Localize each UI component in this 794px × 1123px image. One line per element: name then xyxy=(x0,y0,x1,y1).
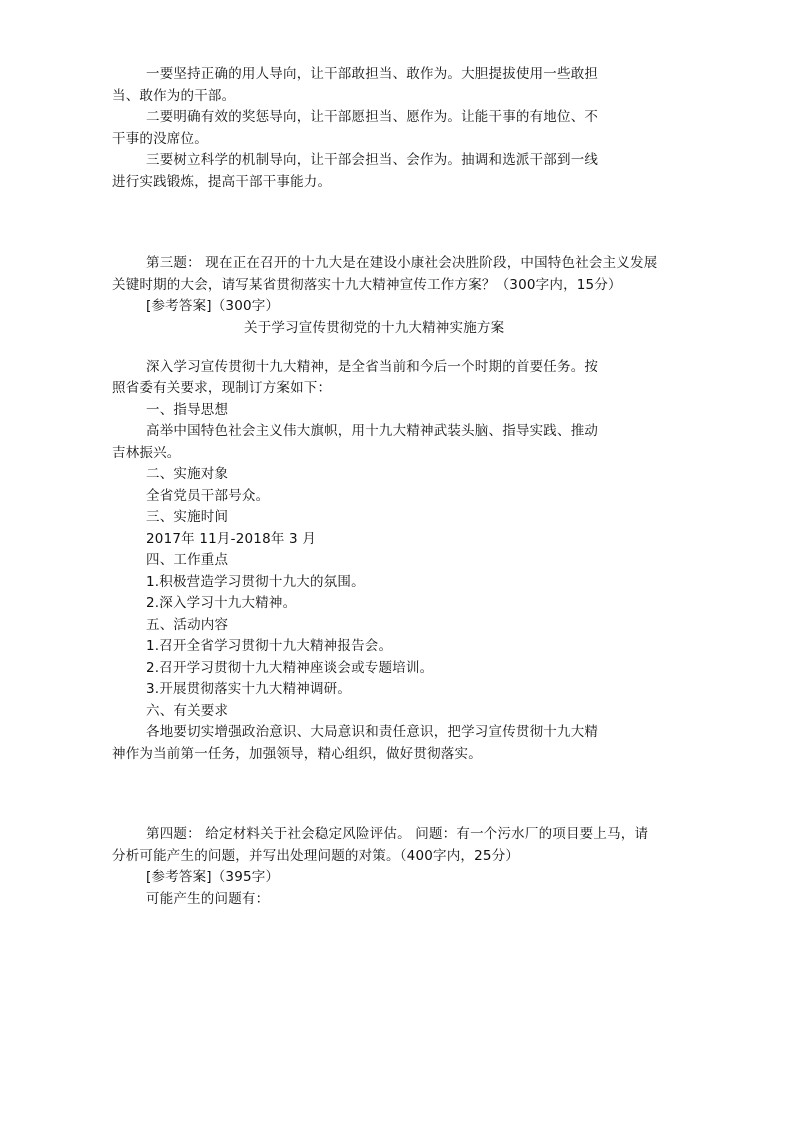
q3-body-line-18: 各地要切实增强政治意识、大局意识和责任意识，把学习宣传贯彻十九大精 xyxy=(146,724,599,740)
q3-body-line-12: 2.深入学习十九大精神。 xyxy=(146,595,297,611)
q3-prompt-line-1: 第三题： 现在正在召开的十九大是在建设小康社会决胜阶段，中国特色社会主义发展 xyxy=(146,255,658,271)
intro-line-1: 一要坚持正确的用人导向，让干部敢担当、敢作为。大胆提拔使用一些敢担 xyxy=(146,66,599,82)
q3-body-line-13: 五、活动内容 xyxy=(146,617,229,633)
q3-body-line-11: 1.积极营造学习贯彻十九大的氛围。 xyxy=(146,574,365,590)
q3-prompt-line-2: 关键时期的大会，请写某省贯彻落实十九大精神宣传工作方案？（300字内，15分） xyxy=(112,277,622,293)
q3-body-line-14: 1.召开全省学习贯彻十九大精神报告会。 xyxy=(146,638,393,654)
q3-body-line-3: 一、指导思想 xyxy=(146,402,229,418)
q3-body-line-6: 二、实施对象 xyxy=(146,466,229,482)
q4-prompt-line-1: 第四题： 给定材料关于社会稳定风险评估。 问题：有一个污水厂的项目要上马，请 xyxy=(146,826,649,842)
intro-line-5: 三要树立科学的机制导向，让干部会担当、会作为。抽调和选派干部到一线 xyxy=(146,152,599,168)
q3-body-line-10: 四、工作重点 xyxy=(146,552,229,568)
intro-line-3: 二要明确有效的奖惩导向，让干部愿担当、愿作为。让能干事的有地位、不 xyxy=(146,109,599,125)
q3-body-line-2: 照省委有关要求，现制订方案如下： xyxy=(112,380,332,396)
intro-line-2: 当、敢作为的干部。 xyxy=(112,88,236,104)
q4-prompt-line-2: 分析可能产生的问题，并写出处理问题的对策。（400字内，25分） xyxy=(112,848,520,864)
q3-body-line-4: 高举中国特色社会主义伟大旗帜，用十九大精神武装头脑、指导实践、推动 xyxy=(146,423,599,439)
q3-body-line-8: 三、实施时间 xyxy=(146,509,229,525)
q3-body-line-16: 3.开展贯彻落实十九大精神调研。 xyxy=(146,681,352,697)
q3-body-line-7: 全省党员干部号众。 xyxy=(146,488,270,504)
q3-body-line-1: 深入学习宣传贯彻十九大精神，是全省当前和今后一个时期的首要任务。按 xyxy=(146,359,599,375)
q3-body-line-5: 吉林振兴。 xyxy=(112,445,181,461)
q3-reference-answer: [参考答案]（300字） xyxy=(146,298,280,314)
q3-body-line-15: 2.召开学习贯彻十九大精神座谈会或专题培训。 xyxy=(146,660,434,676)
q3-plan-title: 关于学习宣传贯彻党的十九大精神实施方案 xyxy=(244,320,505,336)
q4-body-line-1: 可能产生的问题有： xyxy=(146,891,270,907)
intro-line-6: 进行实践锻炼，提高干部干事能力。 xyxy=(112,174,332,190)
q3-body-line-17: 六、有关要求 xyxy=(146,703,229,719)
intro-line-4: 干事的没席位。 xyxy=(112,131,208,147)
q4-reference-answer: [参考答案]（395字） xyxy=(146,869,280,885)
q3-body-line-9: 2017年 11月-2018年 3 月 xyxy=(146,531,317,547)
q3-body-line-19: 神作为当前第一任务，加强领导，精心组织，做好贯彻落实。 xyxy=(112,746,482,762)
